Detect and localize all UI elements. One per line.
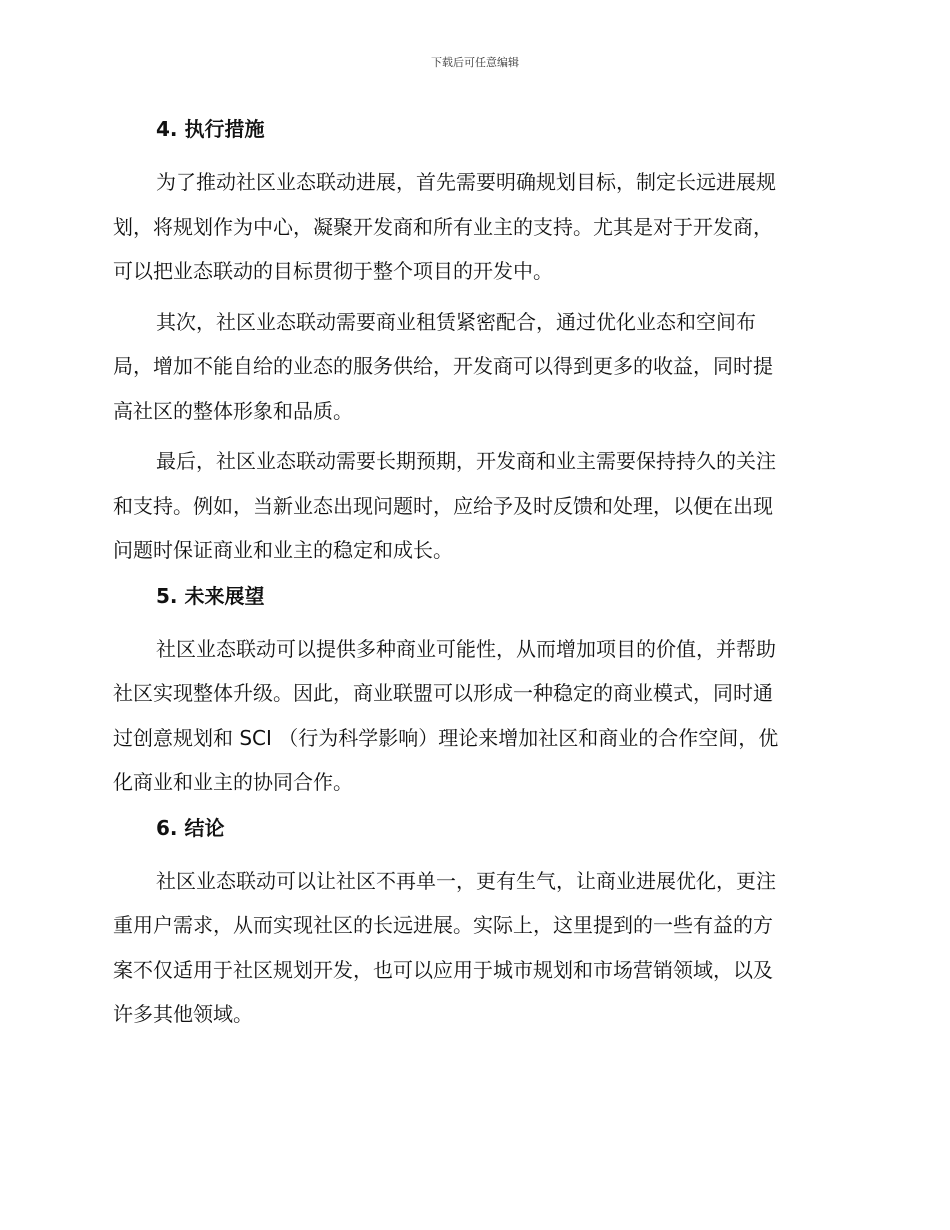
paragraph-line: 过创意规划和 SCI （行为科学影响）理论来增加社区和商业的合作空间，优: [113, 725, 779, 750]
paragraph-line: 划，将规划作为中心，凝聚开发商和所有业主的支持。尤其是对于开发商，: [113, 214, 773, 239]
section-heading: 5. 未来展望: [156, 583, 265, 608]
paragraph: [113, 160, 833, 294]
paragraph-line: 高社区的整体形象和品质。: [113, 398, 353, 423]
paragraph-line: 最后，社区业态联动需要长期预期，开发商和业主需要保持持久的关注: [156, 449, 776, 473]
section-heading: 6. 结论: [156, 815, 225, 840]
document-body: [113, 112, 833, 1043]
paragraph-line: 社区业态联动可以提供多种商业可能性，从而增加项目的价值，并帮助: [156, 636, 776, 661]
paragraph-line: 化商业和业主的协同合作。: [113, 770, 353, 794]
paragraph-line: 许多其他领域。: [113, 1002, 253, 1026]
page-header-note: 下载后可任意编辑: [431, 56, 519, 69]
paragraph-line: 为了推动社区业态联动进展，首先需要明确规划目标，制定长远进展规: [156, 170, 776, 194]
paragraph-line: 案不仅适用于社区规划开发，也可以应用于城市规划和市场营销领域，以及: [113, 957, 773, 982]
paragraph-line: 社区业态联动可以让社区不再单一，更有生气，让商业进展优化，更注: [156, 868, 776, 893]
paragraph-line: 其次，社区业态联动需要商业租赁紧密配合，通过优化业态和空间布: [156, 309, 756, 334]
paragraph-line: 局，增加不能自给的业态的服务供给，开发商可以得到更多的收益，同时提: [113, 354, 773, 378]
section-heading: 4. 执行措施: [156, 117, 265, 141]
paragraph-line: 社区实现整体升级。因此，商业联盟可以形成一种稳定的商业模式，同时通: [113, 681, 773, 705]
paragraph-line: 问题时保证商业和业主的稳定和成长。: [113, 538, 453, 562]
paragraph: [113, 859, 833, 1037]
paragraph: [113, 439, 833, 573]
paragraph-line: 重用户需求，从而实现社区的长远进展。实际上，这里提到的一些有益的方: [113, 913, 773, 937]
paragraph-line: 可以把业态联动的目标贯彻于整个项目的开发中。: [113, 259, 553, 283]
paragraph: [113, 627, 833, 805]
paragraph: [113, 300, 833, 434]
paragraph-line: 和支持。例如，当新业态出现问题时，应给予及时反馈和处理，以便在出现: [113, 493, 773, 518]
